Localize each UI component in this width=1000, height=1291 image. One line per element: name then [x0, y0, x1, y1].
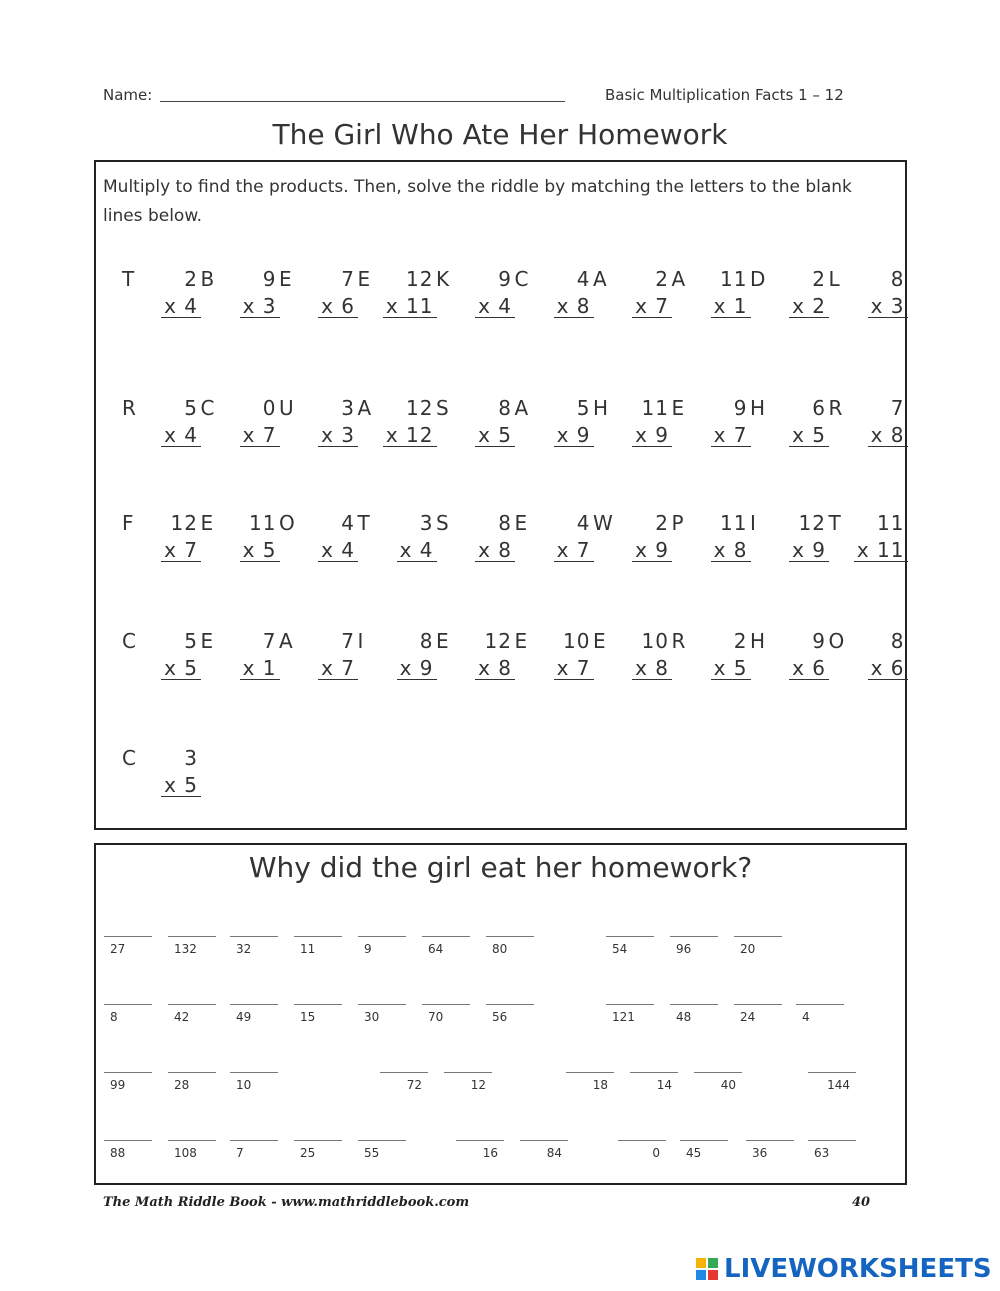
answer-blank[interactable] [566, 1072, 618, 1098]
problem-item [515, 511, 597, 571]
answer-blank[interactable] [104, 1072, 156, 1098]
answer-blank[interactable] [380, 1072, 432, 1098]
answer-number: 72 [406, 1078, 422, 1092]
answer-blank[interactable] [422, 1004, 474, 1030]
problem-letter: I [357, 629, 364, 653]
problem-multiplicand: 7 [890, 396, 905, 420]
problem-letter: H [593, 396, 609, 420]
problem-letter: A [357, 396, 372, 420]
problem-item [358, 629, 440, 689]
problem-letter: E [593, 629, 606, 653]
answer-number: 88 [110, 1146, 126, 1160]
blank-line[interactable] [808, 1140, 856, 1141]
problem-multiplier: x 8 [868, 424, 908, 447]
problem-multiplier: x 11 [854, 539, 908, 562]
problem-multiplicand: 9 [262, 267, 277, 291]
problem-multiplier: x 11 [383, 295, 437, 318]
blank-line[interactable] [606, 1004, 654, 1005]
problem-multiplicand: 10 [563, 629, 591, 653]
problems-box [94, 160, 907, 830]
answer-blank[interactable] [294, 936, 346, 962]
answer-blank[interactable] [746, 1140, 798, 1166]
blank-line[interactable] [746, 1140, 794, 1141]
answer-number: 48 [676, 1010, 692, 1024]
answer-number: 64 [428, 942, 444, 956]
problem-multiplier: x 12 [383, 424, 437, 447]
answer-blank[interactable] [486, 936, 538, 962]
answer-number: 12 [470, 1078, 486, 1092]
problem-multiplicand: 10 [641, 629, 669, 653]
answer-number: 10 [236, 1078, 252, 1092]
problem-multiplier: x 4 [397, 539, 437, 562]
problem-letter: H [750, 396, 766, 420]
problem-multiplicand: 2 [184, 267, 198, 291]
answer-number: 27 [110, 942, 126, 956]
answer-blank[interactable] [358, 936, 410, 962]
problem-multiplier: x 5 [240, 539, 280, 562]
blank-line[interactable] [734, 1004, 782, 1005]
problem-multiplier: x 3 [868, 295, 908, 318]
answer-number: 99 [110, 1078, 126, 1092]
answer-blank[interactable] [808, 1140, 860, 1166]
answer-blank[interactable] [294, 1004, 346, 1030]
blank-line[interactable] [486, 1004, 534, 1005]
answer-number: 30 [364, 1010, 380, 1024]
problem-multiplier: x 5 [475, 424, 515, 447]
answer-number: 20 [740, 942, 756, 956]
problem-multiplier: x 8 [632, 657, 672, 680]
problem-item [436, 511, 518, 571]
problem-multiplicand: 0 [262, 396, 277, 420]
problem-multiplicand: 4 [576, 511, 591, 535]
name-field[interactable] [160, 101, 565, 102]
problem-multiplicand: 12 [406, 267, 434, 291]
problem-item [829, 267, 911, 327]
problem-letter: T [828, 511, 841, 535]
answer-number: 28 [174, 1078, 190, 1092]
problem-letter: O [828, 629, 845, 653]
problem-item [279, 511, 361, 571]
problem-item [750, 629, 832, 689]
blank-line[interactable] [796, 1004, 844, 1005]
problem-item [750, 396, 832, 456]
problem-multiplier: x 7 [318, 657, 358, 680]
problem-letter: C [122, 746, 136, 770]
answer-blank[interactable] [606, 936, 658, 962]
answer-number: 32 [236, 942, 252, 956]
problem-multiplicand: 8 [498, 511, 512, 535]
blank-line[interactable] [444, 1072, 492, 1073]
answer-number: 45 [686, 1146, 702, 1160]
problem-multiplier: x 9 [397, 657, 437, 680]
answer-blank[interactable] [808, 1072, 860, 1098]
blank-line[interactable] [670, 936, 718, 937]
answer-blank[interactable] [618, 1140, 670, 1166]
problem-multiplier: x 8 [475, 657, 515, 680]
riddle-question: Why did the girl eat her homework? [248, 851, 753, 884]
problem-item [436, 629, 518, 689]
answer-number: 36 [752, 1146, 768, 1160]
logo-text: LIVEWORKSHEETS [724, 1254, 992, 1284]
problem-multiplicand: 8 [498, 396, 512, 420]
problem-multiplier: x 3 [318, 424, 358, 447]
problem-letter: S [436, 511, 449, 535]
answer-blank[interactable] [422, 936, 474, 962]
problem-letter: F [122, 511, 134, 535]
problem-multiplier: x 7 [711, 424, 751, 447]
instructions: Multiply to find the products. Then, solve the riddle by matching the letters to the blank lines below. [103, 177, 852, 226]
answer-blank[interactable] [104, 1140, 156, 1166]
problem-multiplier: x 8 [475, 539, 515, 562]
problem-multiplier: x 5 [789, 424, 829, 447]
blank-line[interactable] [104, 1004, 152, 1005]
problem-letter: E [514, 629, 528, 653]
blank-line[interactable] [422, 1004, 470, 1005]
blank-line[interactable] [294, 1140, 342, 1141]
problem-letter: E [200, 511, 214, 535]
problem-letter: K [436, 267, 450, 291]
problem-item [515, 267, 597, 327]
problem-item [593, 267, 675, 327]
problem-multiplicand: 3 [341, 396, 355, 420]
problem-multiplier: x 6 [868, 657, 908, 680]
problem-multiplier: x 2 [789, 295, 829, 318]
problem-multiplier: x 1 [711, 295, 751, 318]
problem-letter: E [200, 629, 214, 653]
answer-number: 14 [656, 1078, 672, 1092]
problem-letter: E [436, 629, 449, 653]
answer-blank[interactable] [606, 1004, 658, 1030]
problem-item [436, 267, 518, 327]
problem-item [672, 629, 754, 689]
blank-line[interactable] [168, 936, 216, 937]
problem-item [122, 746, 204, 806]
problem-item [593, 629, 675, 689]
problem-multiplier: x 7 [554, 539, 594, 562]
problem-multiplier: x 5 [711, 657, 751, 680]
answer-blank[interactable] [444, 1072, 496, 1098]
answer-number: 55 [364, 1146, 380, 1160]
problem-multiplicand: 3 [419, 511, 434, 535]
problem-letter: R [828, 396, 843, 420]
answer-number: 24 [740, 1010, 756, 1024]
problem-multiplier: x 7 [632, 295, 672, 318]
problem-letter: C [200, 396, 215, 420]
answer-blank[interactable] [168, 1004, 220, 1030]
problem-multiplicand: 7 [341, 267, 355, 291]
answer-blank[interactable] [520, 1140, 572, 1166]
answer-blank[interactable] [358, 1140, 410, 1166]
problem-letter: L [828, 267, 840, 291]
problem-letter: E [357, 267, 371, 291]
problem-item [750, 511, 832, 571]
problem-item [672, 511, 754, 571]
answer-blank[interactable] [694, 1072, 746, 1098]
problem-letter: P [671, 511, 684, 535]
problem-letter: S [436, 396, 449, 420]
problem-multiplicand: 9 [812, 629, 826, 653]
problem-multiplier: x 1 [240, 657, 280, 680]
answer-blank[interactable] [230, 1072, 282, 1098]
problem-item [829, 629, 911, 689]
problem-multiplier: x 9 [632, 424, 672, 447]
problem-item [279, 267, 361, 327]
problem-item [829, 511, 911, 571]
answer-blank[interactable] [168, 1072, 220, 1098]
problem-multiplier: x 9 [789, 539, 829, 562]
answer-blank[interactable] [680, 1140, 732, 1166]
problem-item [201, 396, 283, 456]
answer-blank[interactable] [734, 1004, 786, 1030]
problem-item [672, 396, 754, 456]
problem-multiplicand: 5 [184, 396, 198, 420]
problem-item [593, 511, 675, 571]
answer-number: 8 [110, 1010, 118, 1024]
problem-multiplicand: 3 [184, 746, 198, 770]
answer-number: 84 [546, 1146, 562, 1160]
blank-line[interactable] [358, 936, 406, 937]
name-label: Name: [103, 86, 153, 104]
answer-blank[interactable] [294, 1140, 346, 1166]
problem-letter: O [279, 511, 295, 535]
blank-line[interactable] [168, 1072, 216, 1073]
blank-line[interactable] [294, 936, 342, 937]
answer-blank[interactable] [230, 1004, 282, 1030]
blank-line[interactable] [294, 1004, 342, 1005]
problem-letter: B [200, 267, 215, 291]
answer-number: 9 [364, 942, 372, 956]
problem-item [122, 267, 204, 327]
problem-letter: A [514, 396, 529, 420]
blank-line[interactable] [456, 1140, 504, 1141]
answer-number: 40 [720, 1078, 736, 1092]
problem-multiplicand: 8 [419, 629, 434, 653]
problem-multiplicand: 5 [576, 396, 591, 420]
answer-number: 144 [827, 1078, 850, 1092]
problem-multiplier: x 9 [632, 539, 672, 562]
answer-number: 132 [174, 942, 197, 956]
problem-letter: T [357, 511, 370, 535]
problem-item [201, 629, 283, 689]
problem-multiplier: x 4 [161, 295, 201, 318]
problem-letter: W [593, 511, 613, 535]
problem-multiplier: x 6 [789, 657, 829, 680]
problem-multiplier: x 4 [161, 424, 201, 447]
blank-line[interactable] [104, 1072, 152, 1073]
problem-multiplicand: 7 [341, 629, 355, 653]
problem-multiplier: x 7 [554, 657, 594, 680]
problem-multiplicand: 4 [341, 511, 355, 535]
blank-line[interactable] [168, 1140, 216, 1141]
problem-multiplicand: 6 [812, 396, 826, 420]
answer-blank[interactable] [796, 1004, 848, 1030]
problem-multiplier: x 7 [161, 539, 201, 562]
footer-credit: The Math Riddle Book - www.mathriddlebook.com [103, 1195, 470, 1210]
blank-line[interactable] [422, 936, 470, 937]
problem-multiplier: x 5 [161, 774, 201, 797]
page-number: 40 [852, 1195, 871, 1210]
problem-item [515, 629, 597, 689]
problem-multiplier: x 4 [318, 539, 358, 562]
problem-letter: C [122, 629, 136, 653]
answer-number: 49 [236, 1010, 252, 1024]
answer-blank[interactable] [734, 936, 786, 962]
problem-multiplier: x 4 [475, 295, 515, 318]
problem-multiplier: x 6 [318, 295, 358, 318]
blank-line[interactable] [230, 1004, 278, 1005]
answer-blank[interactable] [104, 936, 156, 962]
answer-blank[interactable] [630, 1072, 682, 1098]
answer-blank[interactable] [168, 1140, 220, 1166]
problem-item [201, 267, 283, 327]
problem-multiplicand: 11 [720, 267, 748, 291]
problem-multiplicand: 8 [890, 629, 905, 653]
problem-letter: U [279, 396, 294, 420]
blank-line[interactable] [104, 1140, 152, 1141]
problem-multiplicand: 2 [655, 267, 669, 291]
problem-item [358, 396, 440, 456]
problem-multiplicand: 4 [576, 267, 591, 291]
problem-item [750, 267, 832, 327]
answer-number: 80 [492, 942, 508, 956]
problem-multiplicand: 5 [184, 629, 198, 653]
blank-line[interactable] [230, 1072, 278, 1073]
answer-number: 42 [174, 1010, 190, 1024]
problem-item [122, 396, 204, 456]
problem-multiplicand: 11 [249, 511, 277, 535]
answer-number: 63 [814, 1146, 830, 1160]
problem-letter: I [750, 511, 756, 535]
answer-blank[interactable] [670, 936, 722, 962]
problem-multiplicand: 12 [406, 396, 434, 420]
problem-multiplicand: 2 [733, 629, 748, 653]
answer-number: 70 [428, 1010, 444, 1024]
answer-blank[interactable] [230, 1140, 282, 1166]
answer-blank[interactable] [230, 936, 282, 962]
problem-item [672, 267, 754, 327]
liveworksheets-logo[interactable] [696, 1254, 992, 1284]
problem-item [436, 396, 518, 456]
problem-multiplicand: 2 [812, 267, 826, 291]
blank-line[interactable] [670, 1004, 718, 1005]
problem-item [829, 396, 911, 456]
problem-letter: C [514, 267, 529, 291]
answer-number: 96 [676, 942, 692, 956]
blank-line[interactable] [606, 936, 654, 937]
answer-blank[interactable] [456, 1140, 508, 1166]
problem-multiplier: x 5 [161, 657, 201, 680]
problem-letter: A [671, 267, 686, 291]
problem-item [122, 511, 204, 571]
problem-multiplicand: 12 [170, 511, 198, 535]
answer-number: 121 [612, 1010, 635, 1024]
problem-letter: A [593, 267, 607, 291]
problem-multiplicand: 11 [641, 396, 669, 420]
answer-blank[interactable] [486, 1004, 538, 1030]
blank-line[interactable] [680, 1140, 728, 1141]
blank-line[interactable] [808, 1072, 856, 1073]
problem-letter: A [279, 629, 293, 653]
problem-multiplier: x 9 [554, 424, 594, 447]
answer-number: 54 [612, 942, 628, 956]
problem-item [279, 396, 361, 456]
problem-letter: H [750, 629, 766, 653]
answer-number: 56 [492, 1010, 508, 1024]
problem-item [358, 511, 440, 571]
problem-multiplicand: 9 [498, 267, 512, 291]
blank-line[interactable] [380, 1072, 428, 1073]
worksheet-title: The Girl Who Ate Her Homework [272, 118, 728, 151]
problem-multiplier: x 8 [711, 539, 751, 562]
answer-number: 16 [482, 1146, 498, 1160]
answer-blank[interactable] [104, 1004, 156, 1030]
answer-blank[interactable] [168, 936, 220, 962]
logo-cubes-icon [696, 1258, 718, 1280]
blank-line[interactable] [230, 1140, 278, 1141]
problem-multiplicand: 7 [262, 629, 277, 653]
blank-line[interactable] [104, 936, 152, 937]
blank-line[interactable] [168, 1004, 216, 1005]
blank-line[interactable] [618, 1140, 666, 1141]
problem-item [515, 396, 597, 456]
problem-letter: E [514, 511, 528, 535]
answer-number: 108 [174, 1146, 197, 1160]
answer-number: 25 [300, 1146, 316, 1160]
blank-line[interactable] [230, 936, 278, 937]
problem-multiplier: x 8 [554, 295, 594, 318]
problem-item [279, 629, 361, 689]
problem-multiplicand: 12 [798, 511, 826, 535]
problem-multiplicand: 9 [733, 396, 748, 420]
answer-number: 0 [652, 1146, 660, 1160]
problem-multiplicand: 11 [877, 511, 905, 535]
problem-item [358, 267, 440, 327]
blank-line[interactable] [566, 1072, 614, 1073]
blank-line[interactable] [520, 1140, 568, 1141]
problem-letter: R [122, 396, 136, 420]
answer-number: 18 [592, 1078, 608, 1092]
answer-number: 7 [236, 1146, 244, 1160]
blank-line[interactable] [734, 936, 782, 937]
problem-multiplicand: 8 [890, 267, 905, 291]
problem-letter: R [671, 629, 686, 653]
blank-line[interactable] [358, 1004, 406, 1005]
blank-line[interactable] [694, 1072, 742, 1073]
problem-letter: T [122, 267, 135, 291]
answer-number: 4 [802, 1010, 810, 1024]
problem-letter: D [750, 267, 766, 291]
blank-line[interactable] [486, 936, 534, 937]
answer-blank[interactable] [358, 1004, 410, 1030]
problem-letter: E [279, 267, 292, 291]
problem-letter: E [671, 396, 685, 420]
blank-line[interactable] [630, 1072, 678, 1073]
problem-multiplicand: 12 [484, 629, 512, 653]
problem-multiplicand: 11 [720, 511, 748, 535]
answer-blank[interactable] [670, 1004, 722, 1030]
problem-multiplier: x 3 [240, 295, 280, 318]
answer-number: 15 [300, 1010, 316, 1024]
worksheet-subject: Basic Multiplication Facts 1 – 12 [605, 86, 844, 104]
problem-item [122, 629, 204, 689]
problem-item [593, 396, 675, 456]
problem-multiplier: x 7 [240, 424, 280, 447]
problem-multiplicand: 2 [655, 511, 669, 535]
blank-line[interactable] [358, 1140, 406, 1141]
problem-item [201, 511, 283, 571]
answer-number: 11 [300, 942, 316, 956]
